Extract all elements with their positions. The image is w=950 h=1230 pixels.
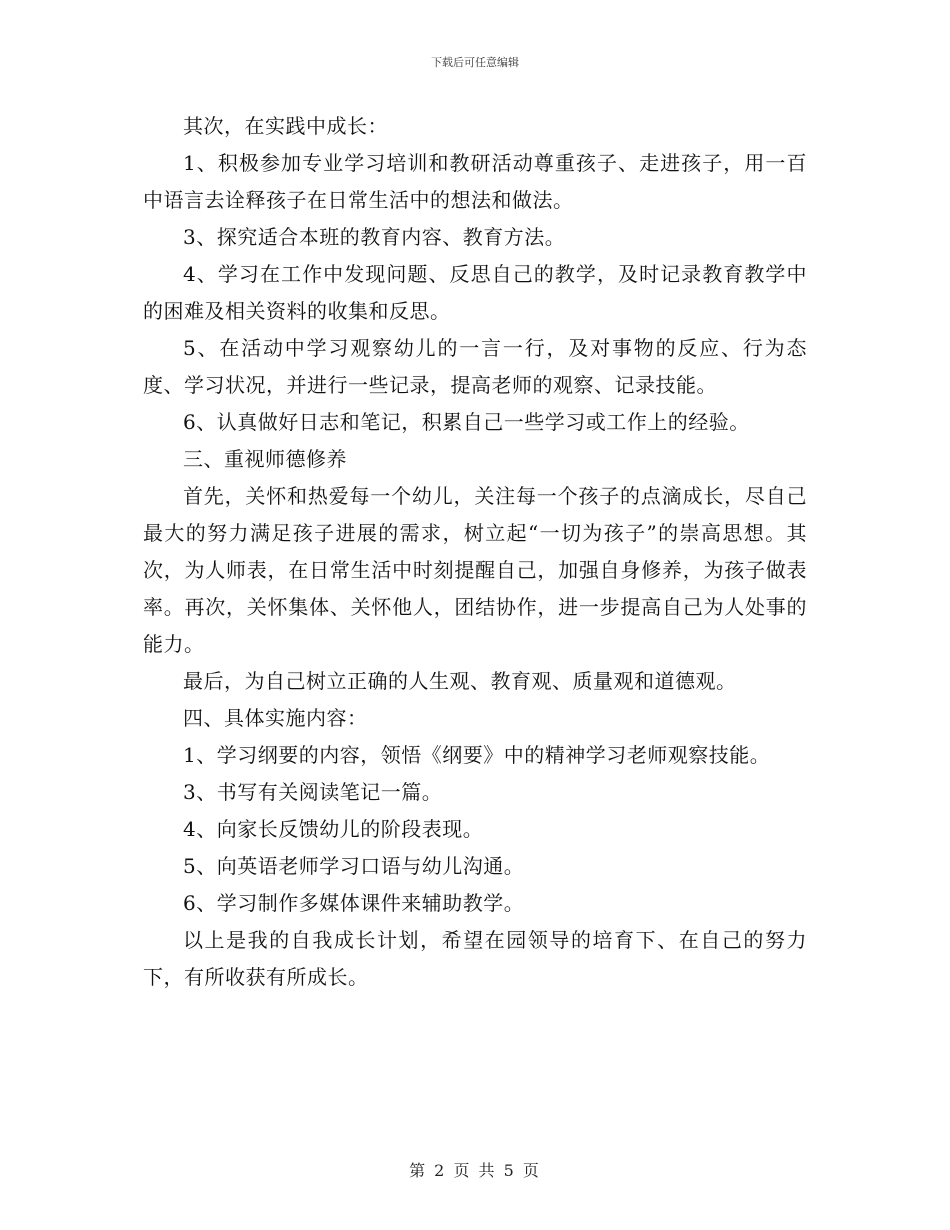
document-body: [143, 108, 807, 996]
paragraph-14: 5、向英语老师学习口语与幼儿沟通。: [183, 854, 525, 878]
paragraph-16: 以上是我的自我成长计划，希望在园领导的培育下、在自己的努力下，有所收获有所成长。: [143, 928, 807, 989]
paragraph-11: 1、学习纲要的内容，领悟《纲要》中的精神学习老师观察技能。: [183, 743, 771, 767]
page-header: 下载后可任意编辑: [431, 56, 519, 69]
paragraph-15: 6、学习制作多媒体课件来辅助教学。: [183, 891, 525, 915]
section-heading-four: 四、具体实施内容：: [183, 706, 368, 730]
paragraph-12: 3、书写有关阅读笔记一篇。: [183, 780, 443, 804]
paragraph-4: 4、学习在工作中发现问题、反思自己的教学，及时记录教育教学中的困难及相关资料的收集和反思。: [143, 262, 807, 323]
paragraph-2: 1、积极参加专业学习培训和教研活动尊重孩子、走进孩子，用一百中语言去诠释孩子在日常生活中的想法和做法。: [143, 151, 807, 212]
paragraph-9: 最后，为自己树立正确的人生观、教育观、质量观和道德观。: [183, 669, 737, 693]
paragraph-6: 6、认真做好日志和笔记，积累自己一些学习或工作上的经验。: [183, 410, 750, 434]
section-heading-three: 三、重视师德修养: [183, 447, 347, 471]
paragraph-5: 5、在活动中学习观察幼儿的一言一行，及对事物的反应、行为态度、学习状况，并进行一些记录，提高老师的观察、记录技能。: [143, 336, 807, 397]
paragraph-13: 4、向家长反馈幼儿的阶段表现。: [183, 817, 484, 841]
paragraph-1: 其次，在实践中成长：: [183, 114, 388, 138]
paragraph-3: 3、探究适合本班的教育内容、教育方法。: [183, 225, 566, 249]
paragraph-8: 首先，关怀和热爱每一个幼儿，关注每一个孩子的点滴成长，尽自己最大的努力满足孩子进展的需求，树立起“一切为孩子”的崇高思想。其次，为人师表，在日常生活中时刻提醒自己，加强自身修养，为孩子做表率。再次，关怀集体、关怀他人，团结协作，进一步提高自己为人处事的能力。: [143, 484, 807, 656]
page-footer: 第 2 页 共 5 页: [409, 1161, 541, 1180]
